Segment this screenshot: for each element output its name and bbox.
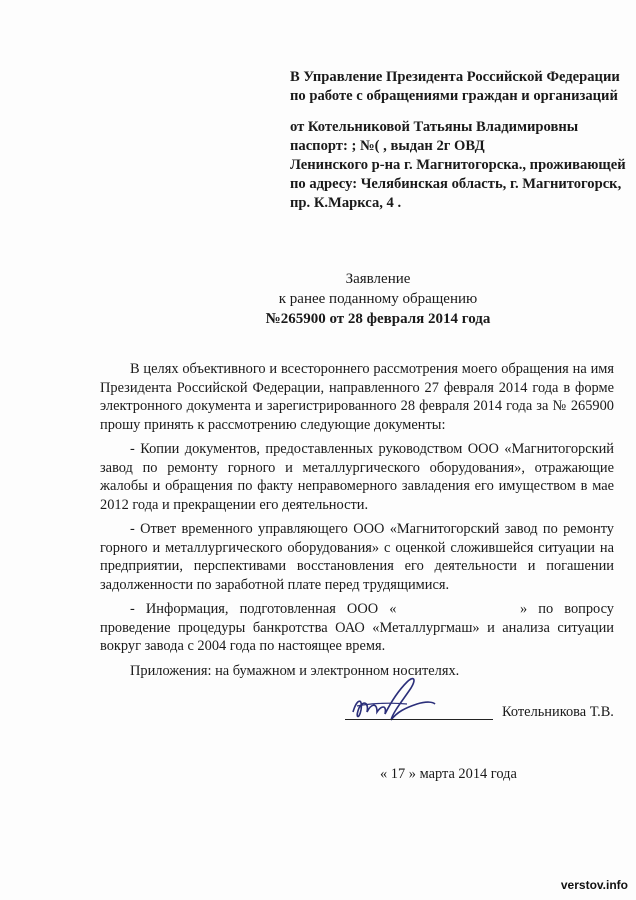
sender-line: по адресу: Челябинская область, г. Магнитогорск, — [290, 176, 622, 192]
addressee-block — [290, 68, 620, 106]
signatory-name: Котельникова Т.В. — [502, 704, 614, 720]
document-date: « 17 » марта 2014 года — [380, 766, 517, 782]
document-subtitle: к ранее поданному обращению — [278, 291, 478, 307]
item-paragraph-2: - Ответ временного управляющего ООО «Магнитогорский завод по ремонту горного и металлургического оборудования» с оценкой сложившейся ситуации на предприятии, перспективами восстановления его деятельности и погашении задолженности по заработной плате перед трудящимися. — [100, 521, 614, 593]
sender-line: Ленинского р-на г. Магнитогорска., проживающей — [290, 157, 626, 173]
sender-line: от Котельниковой Татьяны Владимировны — [290, 119, 579, 135]
intro-paragraph: В целях объективного и всестороннего рассмотрения моего обращения на имя Президента Российской Федерации, направленного 27 февраля 2014 года в форме электронного документа и зарегистрированного 28 февраля 2014 года за № 265900 прошу принять к рассмотрению следующие документы: — [100, 361, 614, 433]
document-body — [100, 360, 614, 686]
attachments-paragraph: Приложения: на бумажном и электронном носителях. — [130, 662, 460, 679]
item-paragraph-1: - Копии документов, предоставленных руководством ООО «Магнитогорский завод по ремонту горного и металлургического оборудования», отражающие жалобы и обращения по факту неправомерного завладения его имуществом в мае 2012 года и прекращении его деятельности. — [100, 441, 614, 513]
addressee-line: по работе с обращениями граждан и организаций — [290, 88, 618, 104]
document-title: Заявление — [345, 271, 411, 287]
signature-line — [345, 719, 493, 720]
sender-line: пр. К.Маркса, 4 . — [290, 195, 402, 211]
redacted-text — [396, 600, 520, 619]
sender-block — [290, 118, 626, 213]
document-reference: №265900 от 28 февраля 2014 года — [265, 311, 491, 327]
addressee-line: В Управление Президента Российской Федерации — [290, 69, 620, 85]
item-paragraph-3: - Информация, подготовленная ООО « » по вопросу проведение процедуры банкротства ОАО «Металлургмаш» и анализа ситуации вокруг завода с 2004 года по настоящее время. — [100, 601, 615, 654]
sender-line: паспорт: ; №( , выдан 2г ОВД — [290, 138, 485, 154]
site-watermark: verstov.info — [560, 878, 628, 892]
